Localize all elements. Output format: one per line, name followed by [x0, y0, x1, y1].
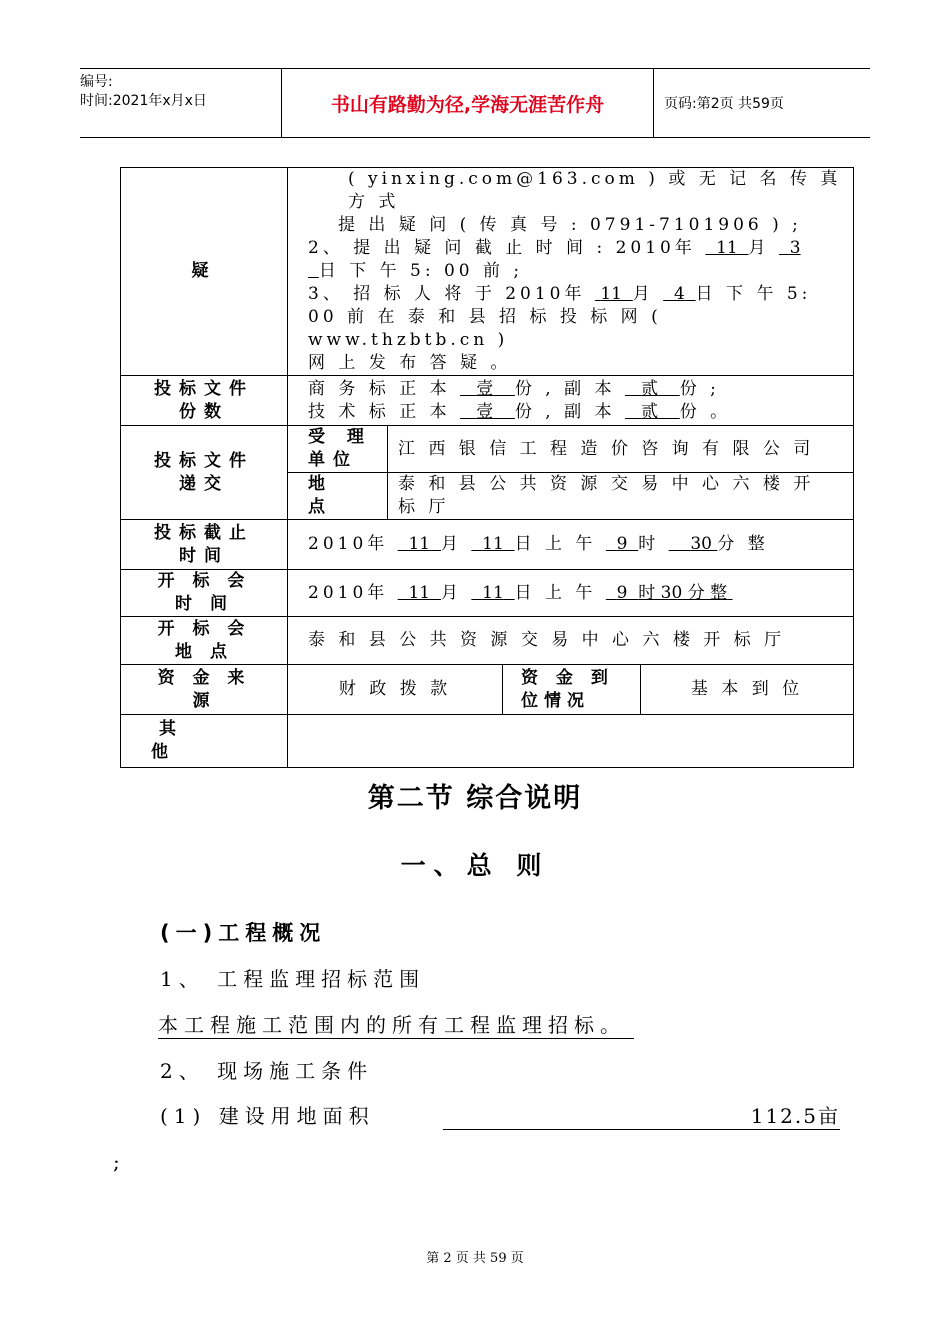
- questions-line: 提 出 疑 问 ( 传 真 号 : 0791-7101906 ) ;: [338, 215, 802, 235]
- table-row: [121, 520, 854, 570]
- label-line: 点: [308, 497, 333, 517]
- text: 份 ;: [679, 378, 720, 399]
- opening-place-value: 泰 和 县 公 共 资 源 交 易 中 心 六 楼 开 标 厅: [288, 617, 854, 665]
- text: 3、 招 标 人 将 于 2010年: [308, 284, 586, 304]
- row-label-deadline: [121, 520, 288, 570]
- page-footer: 第 2 页 共 59 页: [426, 1251, 524, 1266]
- label-line: 其: [159, 719, 184, 739]
- text: 商 务 标 正 本: [308, 378, 451, 399]
- label-line: 份数: [179, 401, 229, 422]
- text: 月: [748, 238, 770, 258]
- header-meta: [80, 69, 281, 137]
- label-accepting-unit: [288, 426, 388, 473]
- page-header: [80, 68, 870, 138]
- submission-place-value: [388, 473, 854, 520]
- underlined-day: [663, 284, 695, 304]
- opening-time-value: [288, 570, 854, 617]
- text: 份 , 副 本: [514, 401, 616, 422]
- table-row: [121, 665, 854, 715]
- underlined-count: [625, 402, 680, 422]
- label-line: 时 间: [175, 594, 233, 614]
- value: 11: [408, 582, 431, 603]
- value: 贰: [641, 401, 659, 422]
- value-line: 泰 和 县 公 共 资 源 交 易 中 心 六 楼 开: [398, 474, 815, 494]
- item-heading: 2、 现场施工条件: [160, 1059, 374, 1083]
- label-line: 递交: [179, 473, 229, 494]
- value-line: 标 厅: [398, 497, 450, 517]
- text: 2、 提 出 疑 问 截 止 时 间 : 2010年: [308, 238, 696, 258]
- text: 时: [638, 534, 660, 554]
- row-label-submission: [121, 426, 288, 520]
- table-row: [121, 168, 854, 376]
- label-line: 投标截止: [154, 522, 254, 543]
- fund-source-value: 财 政 拨 款: [288, 665, 503, 715]
- land-area-value: 112.5亩: [443, 1100, 840, 1130]
- questions-line: 网 上 发 布 答 疑 。: [308, 353, 512, 373]
- deadline-value: [288, 520, 854, 570]
- item-heading: 1、 工程监理招标范围: [160, 967, 426, 991]
- text: 日 下 午 5: 00 前 ;: [318, 261, 524, 281]
- underlined-day: [471, 583, 514, 603]
- doc-code-label: 编号:: [80, 74, 113, 90]
- value: 30: [690, 534, 712, 554]
- label-fund-status: [503, 665, 641, 715]
- questions-line: ( yinxing.com@163.com ) 或 无 记 名 传 真 方 式: [348, 169, 842, 212]
- underlined-time: [606, 583, 733, 603]
- underlined-month: [705, 238, 748, 258]
- land-area-label: (1) 建设用地面积: [160, 1104, 375, 1128]
- label-line: 地: [308, 474, 333, 494]
- label-line: 地 点: [175, 641, 233, 662]
- value: 11: [482, 534, 504, 554]
- underlined-minute: [669, 534, 718, 554]
- label-line: 单位: [308, 450, 358, 470]
- bid-info-table: [120, 167, 854, 768]
- label-line: 开 标 会: [157, 618, 251, 639]
- value: 11: [482, 582, 504, 603]
- underlined-count: [460, 402, 515, 422]
- doc-date-label: 时间:2021年x月x日: [80, 93, 207, 109]
- value: 9: [616, 534, 628, 554]
- chapter-title: 一、总 则: [400, 851, 550, 880]
- row-label-other: [121, 715, 288, 768]
- copies-line: [308, 378, 843, 401]
- text: 2010年: [308, 534, 389, 554]
- label-line: 他: [151, 742, 176, 762]
- row-label-questions: 疑: [121, 168, 288, 376]
- text: 月: [632, 284, 654, 304]
- questions-line: [308, 283, 843, 306]
- underline-gap: [308, 261, 319, 281]
- other-value: [288, 715, 854, 768]
- label-submission-place: [288, 473, 388, 520]
- questions-line: 00 前 在 泰 和 县 招 标 投 标 网 ( www.thzbtb.cn ): [308, 307, 662, 350]
- text: 份 。: [679, 401, 732, 422]
- text: 份 , 副 本: [514, 378, 616, 399]
- label-line: 投标文件: [154, 450, 254, 471]
- underlined-month: [398, 534, 441, 554]
- header-motto: 书山有路勤为径,学海无涯苦作舟: [281, 69, 654, 137]
- value: 9: [616, 582, 628, 603]
- row-label-fund-source: [121, 665, 288, 715]
- subsection-heading: (一)工程概况: [160, 921, 327, 945]
- value: 11: [408, 534, 431, 554]
- value: 3: [789, 238, 801, 258]
- value: 11: [600, 284, 622, 304]
- underlined-month: [595, 284, 633, 304]
- label-line: 资 金 来: [157, 667, 251, 688]
- copies-line: [308, 401, 843, 424]
- value: 4: [674, 284, 685, 304]
- text: 月: [440, 534, 462, 554]
- row-label-opening-place: [121, 617, 288, 665]
- label-line: 开 标 会: [157, 571, 251, 591]
- label-line: 时间: [179, 545, 229, 566]
- copies-cell: [288, 376, 854, 426]
- questions-cell: [288, 168, 854, 376]
- text: 日 上 午: [514, 534, 597, 554]
- table-row: [121, 376, 854, 426]
- value: 11: [716, 238, 738, 258]
- questions-line: [308, 237, 843, 260]
- underlined-month: [398, 583, 441, 603]
- value: 壹: [476, 401, 494, 422]
- questions-line: [308, 260, 843, 283]
- label-line: 资 金 到: [521, 667, 614, 688]
- label-line: 受 理: [308, 427, 372, 447]
- label-line: 位情况: [521, 690, 590, 711]
- text: 2010年: [308, 582, 389, 603]
- section-title: 第二节 综合说明: [367, 783, 583, 814]
- land-area-line: [160, 1100, 840, 1129]
- underlined-day: [779, 238, 801, 258]
- header-page-info: 页码:第2页 共59页: [664, 96, 784, 112]
- table-row: [121, 617, 854, 665]
- label-line: 投标文件: [154, 378, 254, 399]
- underlined-day: [471, 534, 514, 554]
- value: 贰: [641, 378, 659, 399]
- table-row: [121, 715, 854, 768]
- text: 日 上 午: [514, 582, 597, 603]
- table-row: [121, 570, 854, 617]
- underlined-count: [625, 379, 680, 399]
- underlined-hour: [606, 534, 638, 554]
- text: 时 30 分 整: [638, 582, 728, 603]
- value: 壹: [476, 378, 494, 399]
- text: 日 下 午 5:: [695, 284, 812, 304]
- accepting-unit-value: 江 西 银 信 工 程 造 价 咨 询 有 限 公 司: [388, 426, 854, 473]
- item-body: 本工程施工范围内的所有工程监理招标。: [158, 1009, 634, 1039]
- text: 技 术 标 正 本: [308, 401, 451, 422]
- row-label-opening-time: [121, 570, 288, 617]
- table-row: [121, 426, 854, 473]
- fund-status-value: 基 本 到 位: [641, 665, 854, 715]
- text: 月: [440, 582, 462, 603]
- row-label-copies: [121, 376, 288, 426]
- land-area-terminator: ;: [113, 1150, 126, 1174]
- label-line: 源: [192, 690, 216, 711]
- underlined-count: [460, 379, 515, 399]
- text: 分 整: [717, 534, 769, 554]
